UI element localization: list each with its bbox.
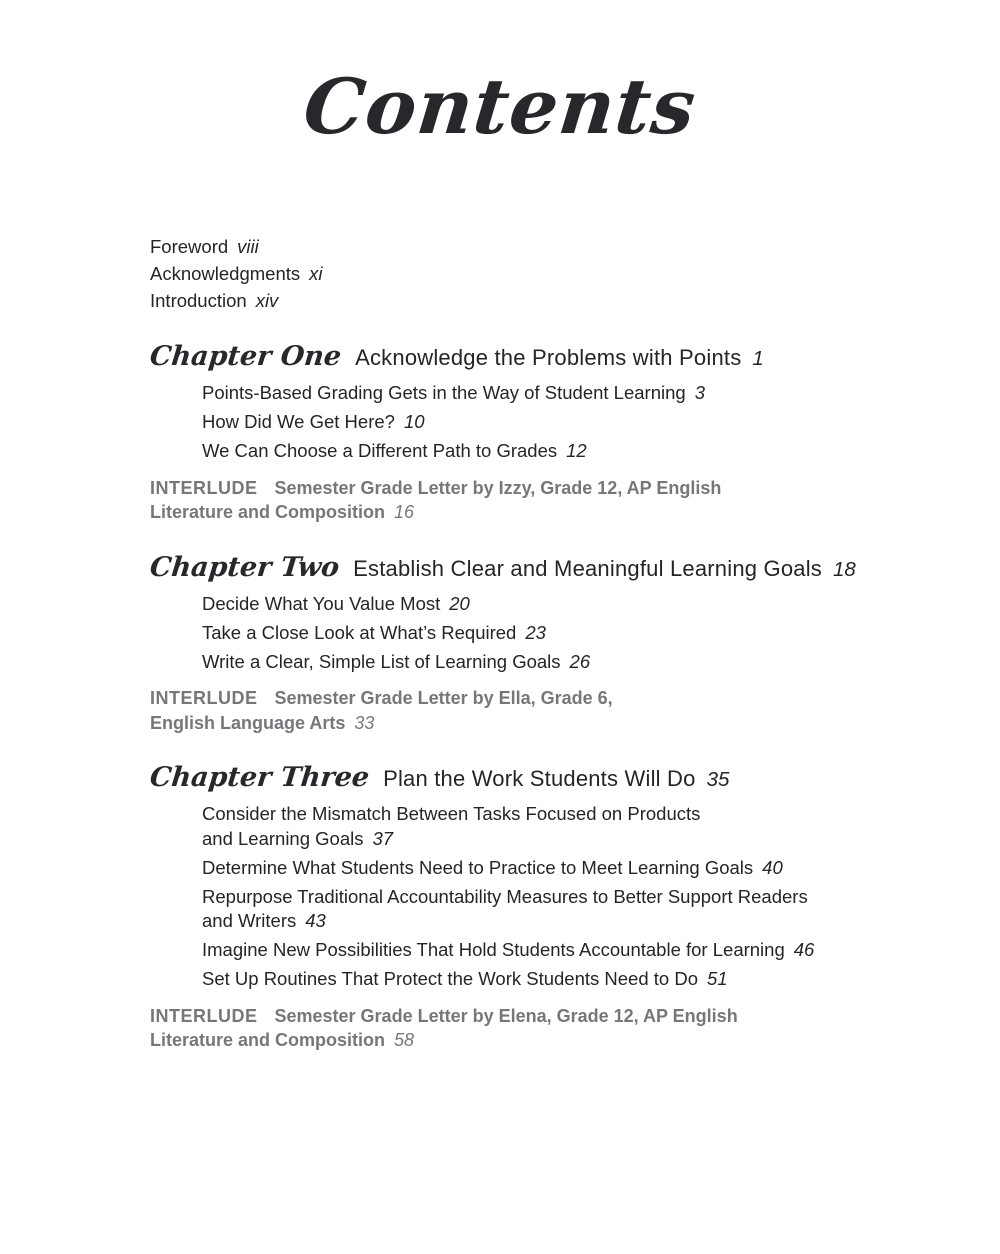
page-number: 18	[833, 557, 856, 581]
chapter-number-label: Chapter Three	[148, 762, 371, 793]
interlude	[150, 1004, 940, 1053]
page-number: 20	[449, 592, 470, 614]
section-row	[150, 410, 940, 435]
front-matter-label: Foreword	[150, 236, 229, 257]
interlude	[150, 686, 940, 735]
section-row	[150, 621, 940, 646]
interlude-label: INTERLUDE	[150, 1005, 258, 1026]
page-number: 51	[707, 968, 728, 989]
front-matter-row	[150, 233, 940, 260]
section-text: Imagine New Possibilities That Hold Students Accountable for Learning	[202, 939, 785, 960]
chapter-number-label: Chapter Two	[148, 551, 341, 583]
page-number: 10	[403, 411, 425, 432]
section-text: How Did We Get Here?	[202, 411, 395, 432]
chapter-title: Acknowledge the Problems with Points	[355, 345, 742, 370]
chapter-number-label: Chapter One	[148, 341, 343, 372]
section-row	[150, 802, 940, 851]
page-number: 43	[305, 910, 326, 931]
section-row	[150, 967, 940, 992]
front-matter-label: Acknowledgments	[150, 263, 301, 284]
chapter-title: Plan the Work Students Will Do	[383, 766, 696, 791]
section-row	[150, 381, 940, 406]
interlude-text: Semester Grade Letter by Izzy, Grade 12, AP English	[274, 477, 722, 498]
toc-content	[0, 233, 1000, 1053]
page-title: Contents	[299, 62, 701, 151]
chapter-heading	[150, 341, 940, 372]
page-number: 3	[694, 382, 705, 403]
page-number: 12	[566, 440, 587, 461]
page-number: xiv	[255, 290, 279, 311]
section-row	[150, 592, 940, 617]
interlude-text: Literature and Composition	[150, 502, 386, 522]
interlude-label: INTERLUDE	[150, 688, 258, 708]
interlude-text: English Language Arts	[150, 712, 346, 733]
front-matter-row	[150, 287, 940, 314]
page-number: 46	[793, 939, 815, 960]
front-matter	[150, 233, 940, 314]
section-text: We Can Choose a Different Path to Grades	[202, 440, 558, 461]
interlude	[150, 476, 940, 525]
section-row	[150, 439, 940, 464]
page-number: xi	[309, 263, 323, 284]
page-number: 26	[569, 650, 591, 672]
chapter-title: Establish Clear and Meaningful Learning Goals	[353, 555, 822, 581]
page-number: 1	[752, 347, 764, 370]
section-text: Determine What Students Need to Practice to Meet Learning Goals	[202, 856, 754, 878]
section-text: Points-Based Grading Gets in the Way of Student Learning	[202, 382, 686, 403]
page-number: 40	[762, 856, 783, 878]
section-text: Repurpose Traditional Accountability Measures to Better Support Readers	[202, 885, 808, 907]
interlude-text: Literature and Composition	[150, 1030, 386, 1050]
front-matter-label: Introduction	[150, 290, 247, 311]
page-number: 58	[394, 1030, 415, 1050]
interlude-text: Semester Grade Letter by Elena, Grade 12, AP English	[274, 1005, 738, 1026]
section-row	[150, 885, 940, 934]
section-text: Set Up Routines That Protect the Work Students Need to Do	[202, 968, 698, 989]
section-row	[150, 856, 940, 881]
page-number: viii	[237, 236, 259, 257]
section-row	[150, 650, 940, 675]
section-row	[150, 938, 940, 963]
page-number: 33	[354, 712, 375, 733]
section-text: Consider the Mismatch Between Tasks Focused on Products	[202, 803, 701, 824]
chapter-heading	[150, 552, 940, 583]
page-number: 37	[372, 827, 394, 849]
section-text: Decide What You Value Most	[202, 592, 441, 614]
page-number: 23	[525, 621, 546, 643]
page-number: 16	[394, 502, 415, 522]
interlude-label: INTERLUDE	[150, 477, 258, 498]
chapter-heading	[150, 762, 940, 793]
front-matter-row	[150, 260, 940, 287]
section-text: and Learning Goals	[202, 827, 364, 849]
section-text: Take a Close Look at What’s Required	[202, 621, 517, 643]
interlude-text: Semester Grade Letter by Ella, Grade 6,	[274, 688, 613, 708]
page-number: 35	[706, 768, 730, 791]
section-text: and Writers	[202, 910, 297, 931]
section-text: Write a Clear, Simple List of Learning Goals	[202, 650, 561, 672]
